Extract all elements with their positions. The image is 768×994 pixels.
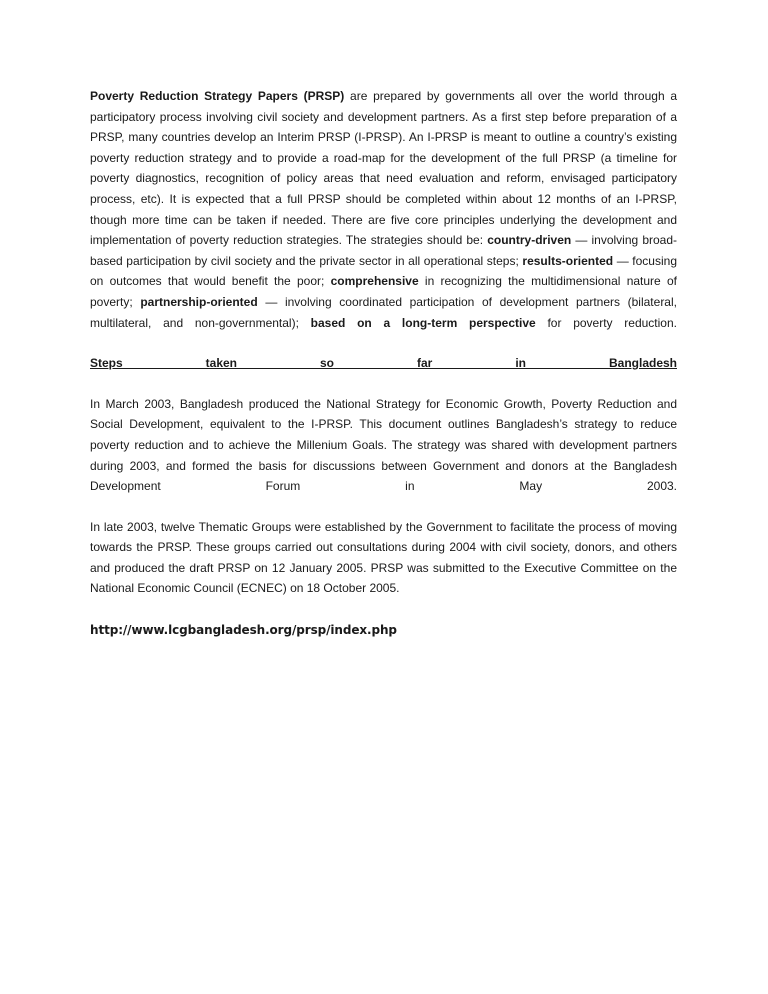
- source-url-link[interactable]: http://www.lcgbangladesh.org/prsp/index.php: [90, 623, 397, 638]
- principle-results-oriented: results-oriented: [522, 253, 614, 268]
- intro-text-b: — involving broad-based participation by civil society and the private sector in all operational steps;: [90, 233, 678, 268]
- intro-text-e: — involving coordinated participation of development partners (bilateral, multilateral, and non-governmental);: [90, 294, 677, 330]
- intro-text-a: are prepared by governments all over the world through a participatory process involving civil society and development partners. As a first step before preparation of a PRSP, many countries develop an Interim PRSP (I-PRSP). An I-PRSP is meant to outline a country’s existing poverty reduction strategy and to provide a road-map for the development of the full PRSP (a timeline for poverty diagnostics, recognition of policy areas that need evaluation and reform, envisaged participatory process, etc). It is expected that a full PRSP should be completed within about 12 months of an I-PRSP, though more time can be taken if needed. There are five core principles underlying the development and implementation of poverty reduction strategies. The strategies should be:: [90, 89, 678, 248]
- intro-text-c: — focusing on outcomes that would benefit the poor;: [90, 253, 677, 289]
- paragraph-late-2003: In late 2003, twelve Thematic Groups were established by the Government to facilitate the process of moving towards the PRSP. These groups carried out consultations during 2004 with civil society, donors, and others and produced the draft PRSP on 12 January 2005. PRSP was submitted to the Executive Committee on the National Economic Council (ECNEC) on 18 October 2005.: [90, 519, 677, 596]
- document-page: [90, 86, 677, 641]
- principle-long-term-perspective: based on a long-term perspective: [310, 315, 536, 330]
- prsp-term: Poverty Reduction Strategy Papers (PRSP): [90, 89, 345, 103]
- principle-partnership-oriented: partnership-oriented: [140, 294, 258, 309]
- section-heading: Steps taken so far in Bangladesh: [90, 356, 677, 371]
- paragraph-march-2003: In March 2003, Bangladesh produced the National Strategy for Economic Growth, Poverty Reduction and Social Development, equivalent to the I-PRSP. This document outlines Bangladesh’s strategy to reduce poverty reduction and to achieve the Millenium Goals. The strategy was shared with development partners during 2003, and formed the basis for discussions between Government and donors at the Bangladesh Development Forum in May 2003.: [90, 396, 677, 494]
- intro-text-d: in recognizing the multidimensional nature of poverty;: [90, 274, 677, 309]
- principle-comprehensive: comprehensive: [330, 274, 419, 289]
- intro-paragraph: [90, 86, 677, 333]
- principle-country-driven: country-driven: [487, 233, 572, 248]
- intro-text-f: for poverty reduction.: [535, 315, 677, 330]
